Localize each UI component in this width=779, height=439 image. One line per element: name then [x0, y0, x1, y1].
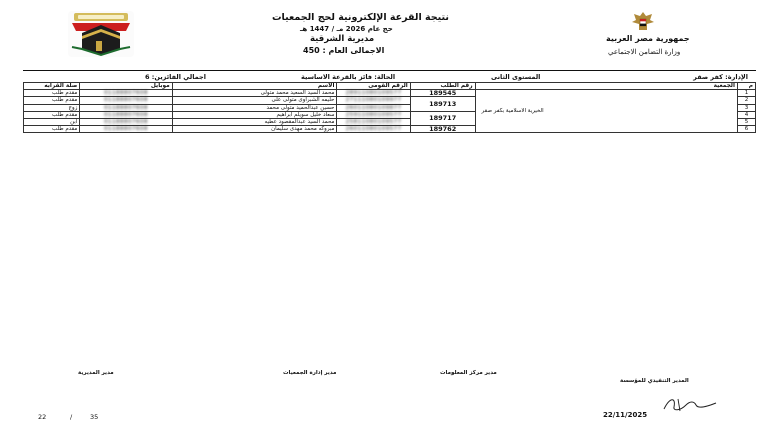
relation: مقدم طلب — [24, 90, 80, 97]
mobile-number: 01188807608 — [80, 111, 172, 118]
relation: ابن — [24, 119, 80, 126]
page-separator: / — [70, 413, 73, 421]
header-mobile: موبايل — [80, 83, 172, 90]
header-name: الاسم — [172, 83, 337, 90]
signature-directorate: مدير المديرية — [78, 370, 114, 376]
request-number: 189545 — [410, 90, 475, 97]
row-index: 1 — [737, 90, 755, 97]
row-index: 3 — [737, 104, 755, 111]
person-name: محمد السيد السعيد محمد متولى — [172, 90, 337, 97]
row-index: 5 — [737, 119, 755, 126]
handwritten-signature — [660, 393, 720, 415]
report-title: نتيجة القرعة الإلكترونية لحج الجمعيات — [272, 12, 449, 23]
mobile-number: 01188807608 — [80, 104, 172, 111]
header-national-id: الرقم القومى — [337, 83, 410, 90]
row-index: 6 — [737, 126, 755, 133]
national-id: 25811080109577 — [337, 119, 410, 126]
signature-executive: المدير التنفيذي للمؤسسة — [620, 378, 689, 384]
mobile-number: 01188807608 — [80, 97, 172, 104]
winners-label: اجمالي الفائزين: 6 — [145, 73, 206, 81]
level-label: المستوى الثانى — [491, 73, 541, 81]
person-name: حسين عبدالحميد متولى محمد — [172, 104, 337, 111]
relation: مقدم طلب — [24, 126, 80, 133]
report-subtitle: حج عام 2026 مـ / 1447 هـ — [300, 25, 393, 33]
table-row — [24, 90, 756, 97]
header-relation: صلة القرابه — [24, 83, 80, 90]
row-index: 4 — [737, 111, 755, 118]
request-number: 189713 — [410, 97, 475, 111]
person-name: مبروكه محمد مهدى سليمان — [172, 126, 337, 133]
report-date: 22/11/2025 — [603, 411, 648, 419]
header-index: م — [737, 83, 755, 90]
status-label: الحالة: فائز بالقرعة الاساسية — [301, 73, 396, 81]
mobile-number: 01188807608 — [80, 119, 172, 126]
request-number: 189762 — [410, 126, 475, 133]
results-table — [23, 82, 756, 133]
header-request-no: رقم الطلب — [410, 83, 475, 90]
signature-info-center: مدير مركز المعلومات — [440, 370, 497, 376]
national-id: 26011080109577 — [337, 126, 410, 133]
page-current: 22 — [38, 413, 47, 421]
mobile-number: 01188807608 — [80, 126, 172, 133]
person-name: سعاد خليل سويلم ابراهيم — [172, 111, 337, 118]
national-id: 28911080109577 — [337, 90, 410, 97]
ministry-logo — [600, 10, 688, 62]
grand-total: الاجمالى العام : 450 — [303, 46, 385, 55]
hajj-logo — [68, 11, 134, 57]
national-id: 25911080109577 — [337, 111, 410, 118]
association-cell: الخيرية الاسلامية بكفر صقر — [475, 90, 737, 133]
mobile-number: 01188807608 — [80, 90, 172, 97]
national-id: 27111080109977 — [337, 97, 410, 104]
row-index: 2 — [737, 97, 755, 104]
relation: مقدم طلب — [24, 111, 80, 118]
directorate-title: مديرية الشرقية — [310, 34, 375, 44]
relation: مقدم طلب — [24, 97, 80, 104]
person-name: حليمه الشبراوى متولى على — [172, 97, 337, 104]
eagle-icon — [630, 10, 656, 32]
ministry-name: وزارة التضامن الاجتماعي — [608, 48, 681, 56]
header-association: الجمعية — [475, 83, 737, 90]
ministry-country: جمهورية مصر العربية — [606, 34, 690, 43]
national-id: 26011080109877 — [337, 104, 410, 111]
page-total: 35 — [90, 413, 99, 421]
person-name: محمد السيد عبدالمقصود عطيه — [172, 119, 337, 126]
signature-associations-admin: مدير إدارة الجمعيات — [283, 370, 337, 376]
administration-label: الإدارة: كفر صقر — [693, 73, 748, 81]
info-bar — [23, 70, 756, 82]
table-header-row — [24, 83, 756, 90]
request-number: 189717 — [410, 111, 475, 125]
relation: زوج — [24, 104, 80, 111]
